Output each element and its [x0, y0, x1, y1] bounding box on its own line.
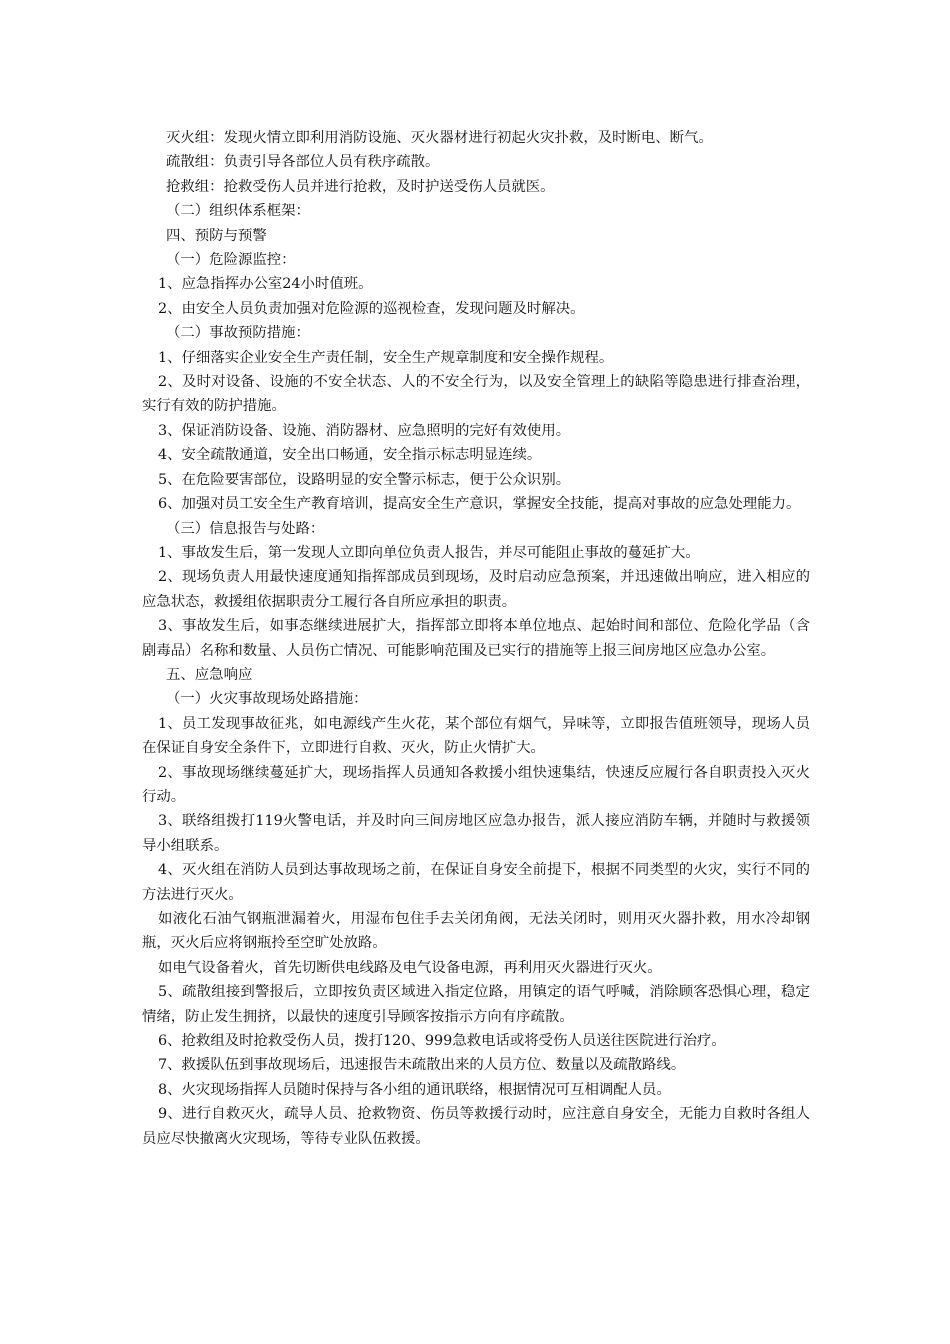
paragraph: 1、仔细落实企业安全生产责任制，安全生产规章制度和安全操作规程。 — [158, 349, 614, 366]
paragraph: （三）信息报告与处路： — [166, 520, 325, 537]
paragraph: 1、员工发现事故征兆，如电源线产生火花，某个部位有烟气，异味等，立即报告值班领导，现场人员在保证自身安全条件下，立即进行自救、灭火，防止火情扩大。 — [142, 715, 810, 757]
paragraph: 四、预防与预警 — [166, 227, 267, 244]
paragraph: 7、救援队伍到事故现场后，迅速报告未疏散出来的人员方位、数量以及疏散路线。 — [158, 1057, 686, 1074]
paragraph: （一）危险源监控： — [166, 252, 296, 269]
paragraph: 如电气设备着火，首先切断供电线路及电气设备电源，再利用灭火器进行灭火。 — [158, 959, 662, 976]
paragraph: 1、应急指挥办公室24小时值班。 — [158, 276, 373, 293]
paragraph: 6、抢救组及时抢救受伤人员，拨打120、999急救电话或将受伤人员送往医院进行治疗。 — [158, 1033, 726, 1050]
paragraph: （二）事故预防措施： — [166, 325, 310, 342]
paragraph: （二）组织体系框架： — [166, 203, 310, 220]
paragraph: 5、在危险要害部位，设路明显的安全警示标志，便于公众识别。 — [158, 471, 571, 488]
paragraph: 4、灭火组在消防人员到达事故现场之前，在保证自身安全前提下，根据不同类型的火灾，实行不同的方法进行灭火。 — [142, 862, 810, 903]
paragraph: 6、加强对员工安全生产教育培训，提高安全生产意识，掌握安全技能，提高对事故的应急处理能力。 — [158, 496, 801, 513]
paragraph: 2、及时对设备、设施的不安全状态、人的不安全行为，以及安全管理上的缺陷等隐患进行排查治理，实行有效的防护措施。 — [142, 374, 810, 415]
paragraph: 2、现场负责人用最快速度通知指挥部成员到现场，及时启动应急预案，并迅速做出响应，进入相应的应急状态，救援组依据职责分工履行各自所应承担的职责。 — [142, 569, 810, 610]
paragraph: 5、疏散组接到警报后，立即按负责区域进入指定位路，用镇定的语气呼喊，消除顾客恐惧心理，稳定情绪，防止发生拥挤，以最快的速度引导顾客按指示方向有序疏散。 — [142, 984, 810, 1025]
paragraph: 五、应急响应 — [166, 666, 253, 683]
paragraph: 1、事故发生后，第一发现人立即向单位负责人报告，并尽可能阻止事故的蔓延扩大。 — [158, 544, 700, 561]
paragraph: 9、进行自救灭火，疏导人员、抢救物资、伤员等救援行动时，应注意自身安全，无能力自救时各组人员应尽快撤离火灾现场，等待专业队伍救援。 — [142, 1106, 810, 1147]
paragraph: 4、安全疏散通道，安全出口畅通，安全指示标志明显连续。 — [158, 447, 542, 464]
paragraph: 疏散组：负责引导各部位人员有秩序疏散。 — [166, 154, 440, 171]
paragraph: 灭火组：发现火情立即利用消防设施、灭火器材进行初起火灾扑救，及时断电、断气。 — [166, 130, 713, 146]
paragraph: 8、火灾现场指挥人员随时保持与各小组的通讯联络，根据情况可互相调配人员。 — [158, 1081, 671, 1098]
paragraph: 2、由安全人员负责加强对危险源的巡视检查，发现问题及时解决。 — [158, 300, 585, 317]
paragraph: 2、事故现场继续蔓延扩大，现场指挥人员通知各救援小组快速集结，快速反应履行各自职责投入灭火行动。 — [142, 764, 810, 805]
paragraph: 抢救组：抢救受伤人员并进行抢救，及时护送受伤人员就医。 — [166, 178, 555, 195]
paragraph: 3、联络组拨打119火警电话，并及时向三间房地区应急办报告，派人接应消防车辆，并随时与救援领导小组联系。 — [142, 813, 810, 854]
paragraph: 3、事故发生后，如事态继续进展扩大，指挥部立即将本单位地点、起始时间和部位、危险化学品（含剧毒品）名称和数量、人员伤亡情况、可能影响范围及已实行的措施等上报三间房地区应急办公室。 — [142, 618, 810, 659]
paragraph: （一）火灾事故现场处路措施： — [166, 691, 368, 708]
paragraph: 如液化石油气钢瓶泄漏着火，用湿布包住手去关闭角阀，无法关闭时，则用灭火器扑救，用水冷却钢瓶，灭火后应将钢瓶拎至空旷处放路。 — [142, 911, 810, 952]
paragraph: 3、保证消防设备、设施、消防器材、应急照明的完好有效使用。 — [158, 422, 571, 439]
document-body — [142, 126, 810, 1151]
